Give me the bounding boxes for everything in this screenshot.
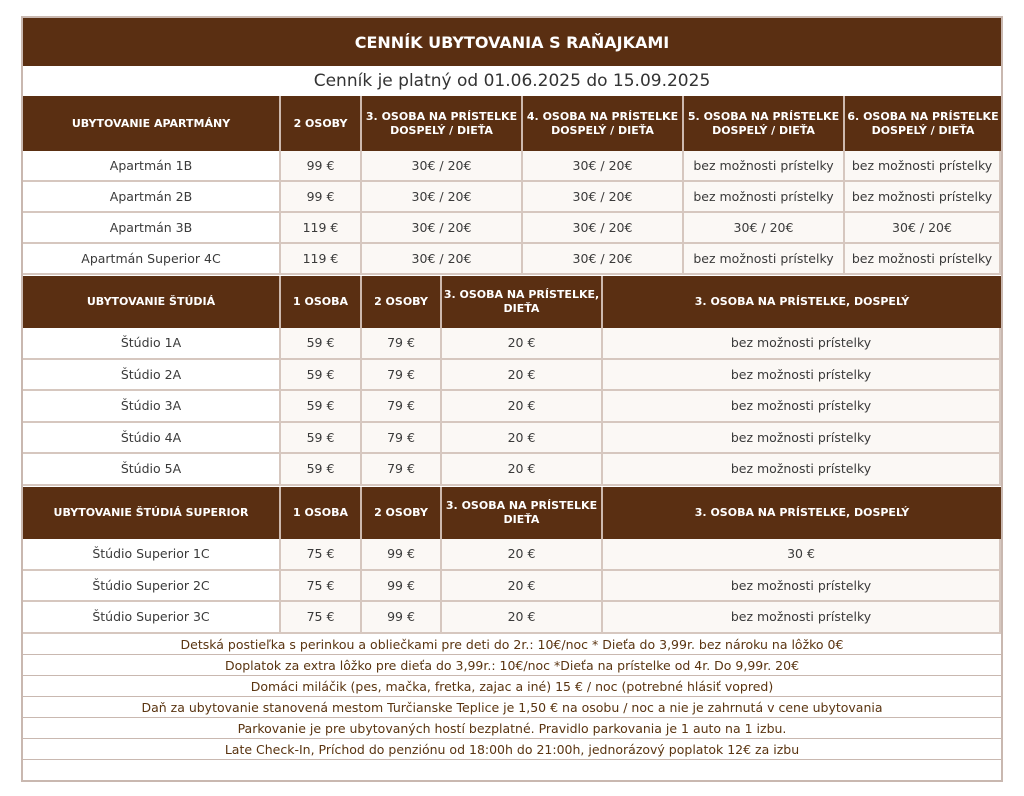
studios-column-header: 1 OSOBA: [281, 276, 362, 328]
studio-price: bez možnosti prístelky: [603, 391, 1001, 423]
apartment-price: 119 €: [281, 244, 362, 275]
price-note: Daň za ubytovanie stanovená mestom Turčianske Teplice je 1,50 € na osobu / noc a nie je zahrnutá v cene ubytovania: [23, 697, 1001, 718]
superior-column-header: 1 OSOBA: [281, 487, 362, 539]
apartments-column-header: 2 OSOBY: [281, 96, 362, 151]
apartment-name: Apartmán 1B: [23, 151, 281, 182]
superior-studio-price: 75 €: [281, 539, 362, 571]
apartment-price: bez možnosti prístelky: [845, 244, 1001, 275]
apartment-price: bez možnosti prístelky: [845, 182, 1001, 213]
apartment-price: 99 €: [281, 151, 362, 182]
studio-name: Štúdio 1A: [23, 328, 281, 360]
superior-studio-price: 99 €: [362, 539, 442, 571]
studio-price: bez možnosti prístelky: [603, 360, 1001, 392]
studio-price: 20 €: [442, 328, 603, 360]
superior-studio-name: Štúdio Superior 3C: [23, 602, 281, 634]
superior-column-header: 2 OSOBY: [362, 487, 442, 539]
validity-period: Cenník je platný od 01.06.2025 do 15.09.2025: [23, 66, 1001, 97]
studio-price: 59 €: [281, 360, 362, 392]
studio-price: 59 €: [281, 328, 362, 360]
superior-studio-name: Štúdio Superior 1C: [23, 539, 281, 571]
studio-price: 59 €: [281, 391, 362, 423]
studios-column-header: 2 OSOBY: [362, 276, 442, 328]
apartment-price: 30€ / 20€: [684, 213, 845, 244]
apartments-column-header: 6. OSOBA NA PRÍSTELKE DOSPELÝ / DIEŤA: [845, 96, 1001, 151]
studio-name: Štúdio 4A: [23, 423, 281, 455]
superior-studio-price: 99 €: [362, 571, 442, 603]
apartment-price: 30€ / 20€: [523, 213, 684, 244]
apartment-name: Apartmán Superior 4C: [23, 244, 281, 275]
apartment-price: bez možnosti prístelky: [684, 244, 845, 275]
studio-price: bez možnosti prístelky: [603, 423, 1001, 455]
price-note: Parkovanie je pre ubytovaných hostí bezplatné. Pravidlo parkovania je 1 auto na 1 izbu.: [23, 718, 1001, 739]
studios-column-header: 3. OSOBA NA PRÍSTELKE, DOSPELÝ: [603, 276, 1001, 328]
price-list-sheet: [21, 16, 1003, 782]
studios-column-header: 3. OSOBA NA PRÍSTELKE, DIEŤA: [442, 276, 603, 328]
superior-studio-price: 30 €: [603, 539, 1001, 571]
superior-studio-price: 20 €: [442, 539, 603, 571]
superior-section-header: UBYTOVANIE ŠTÚDIÁ SUPERIOR: [23, 487, 281, 539]
studio-price: 20 €: [442, 360, 603, 392]
studio-name: Štúdio 2A: [23, 360, 281, 392]
price-note: Detská postieľka s perinkou a obliečkami pre deti do 2r.: 10€/noc * Dieťa do 3,99r. bez nároku na lôžko 0€: [23, 634, 1001, 655]
price-note: Late Check-In, Príchod do penziónu od 18:00h do 21:00h, jednorázový poplatok 12€ za izbu: [23, 739, 1001, 760]
price-note: Domáci miláčik (pes, mačka, fretka, zajac a iné) 15 € / noc (potrebné hlásiť vopred): [23, 676, 1001, 697]
superior-column-header: 3. OSOBA NA PRÍSTELKE DIEŤA: [442, 487, 603, 539]
superior-studio-name: Štúdio Superior 2C: [23, 571, 281, 603]
price-note: Doplatok za extra lôžko pre dieťa do 3,99r.: 10€/noc *Dieťa na prístelke od 4r. Do 9,99r. 20€: [23, 655, 1001, 676]
studio-price: 20 €: [442, 391, 603, 423]
apartments-column-header: 3. OSOBA NA PRÍSTELKE DOSPELÝ / DIEŤA: [362, 96, 523, 151]
studio-price: 59 €: [281, 423, 362, 455]
superior-column-header: 3. OSOBA NA PRÍSTELKE, DOSPELÝ: [603, 487, 1001, 539]
apartment-name: Apartmán 3B: [23, 213, 281, 244]
superior-studio-price: 75 €: [281, 571, 362, 603]
apartment-price: 99 €: [281, 182, 362, 213]
superior-studio-price: 20 €: [442, 571, 603, 603]
apartment-price: 30€ / 20€: [845, 213, 1001, 244]
apartments-section-header: UBYTOVANIE APARTMÁNY: [23, 96, 281, 151]
studio-name: Štúdio 3A: [23, 391, 281, 423]
apartment-price: 30€ / 20€: [362, 151, 523, 182]
studio-price: 20 €: [442, 454, 603, 486]
studio-price: bez možnosti prístelky: [603, 328, 1001, 360]
page-title: CENNÍK UBYTOVANIA S RAŇAJKAMI: [23, 18, 1001, 66]
superior-studio-price: bez možnosti prístelky: [603, 602, 1001, 634]
apartment-price: 30€ / 20€: [362, 244, 523, 275]
apartment-price: 30€ / 20€: [362, 182, 523, 213]
apartment-price: 30€ / 20€: [362, 213, 523, 244]
studios-section-header: UBYTOVANIE ŠTÚDIÁ: [23, 276, 281, 328]
empty-note-row: [23, 760, 1001, 780]
studio-name: Štúdio 5A: [23, 454, 281, 486]
studio-price: 79 €: [362, 423, 442, 455]
superior-studio-price: bez možnosti prístelky: [603, 571, 1001, 603]
apartment-price: 30€ / 20€: [523, 151, 684, 182]
apartments-column-header: 4. OSOBA NA PRÍSTELKE DOSPELÝ / DIEŤA: [523, 96, 684, 151]
apartment-price: 30€ / 20€: [523, 182, 684, 213]
apartment-price: bez možnosti prístelky: [845, 151, 1001, 182]
superior-studio-price: 75 €: [281, 602, 362, 634]
studio-price: 20 €: [442, 423, 603, 455]
superior-studio-price: 99 €: [362, 602, 442, 634]
studio-price: 59 €: [281, 454, 362, 486]
studio-price: 79 €: [362, 360, 442, 392]
studio-price: 79 €: [362, 328, 442, 360]
studio-price: 79 €: [362, 454, 442, 486]
studio-price: bez možnosti prístelky: [603, 454, 1001, 486]
superior-studio-price: 20 €: [442, 602, 603, 634]
studio-price: 79 €: [362, 391, 442, 423]
apartment-price: 119 €: [281, 213, 362, 244]
apartment-price: bez možnosti prístelky: [684, 182, 845, 213]
apartment-name: Apartmán 2B: [23, 182, 281, 213]
apartment-price: 30€ / 20€: [523, 244, 684, 275]
apartment-price: bez možnosti prístelky: [684, 151, 845, 182]
apartments-column-header: 5. OSOBA NA PRÍSTELKE DOSPELÝ / DIEŤA: [684, 96, 845, 151]
